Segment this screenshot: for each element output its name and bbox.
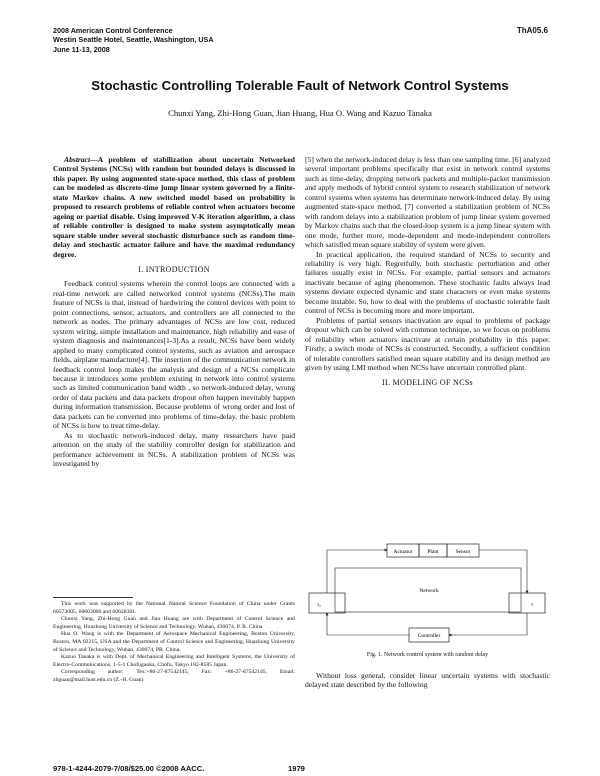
left-delay-label: τₐ — [317, 602, 321, 608]
after-figure-text — [305, 671, 550, 690]
isbn-line: 978-1-4244-2079-7/08/$25.00 ©2008 AACC. — [53, 764, 205, 773]
intro-paragraph: Feedback control systems wherein the control loops are connected with a real-time network are called networked control systems (NCSs).The main feature of NCSs is that, instead of hardwiring the control devices with point to point connections, sensor, actuators, and controllers are all connected to the network as nodes. The primary advantages of NCSs are low cost, reduced system wiring, simple installation and maintenance, high reliability and ease of system diagnosis and maintenances[1-3].As a result, NCSs have been widely applied to many complicated control systems, such as aviation and aerospace fields, airplane manufacture[4]. The insertion of the communication network in feedback control loop makes the analysis and design of a NCSs complicate because it introduces some problem existing in network into control systems such as limited communication band width , so network-induced delay, wrong order of data packets and data packets dropout often happen inevitably happen during information transmission. Because problems of wrong order and lost of data packets can be converted into problems of time-delay, the basic problem of NCSs is how to treat time-delay. — [53, 279, 295, 431]
footnote-rule — [53, 597, 133, 598]
right-delay-to-controller — [449, 613, 527, 635]
controller-to-left-delay — [327, 613, 409, 635]
section-heading-introduction: I. INTRODUCTION — [138, 264, 210, 274]
paper-id: ThA05.6 — [516, 26, 548, 35]
author-list: Chunxi Yang, Zhi-Hong Guan, Jian Huang, Hua O. Wang and Kazuo Tanaka — [168, 108, 432, 118]
network-control-diagram — [305, 540, 550, 650]
conference-header — [53, 26, 214, 54]
network-label: Network — [419, 588, 439, 594]
right-delay-label: τ — [531, 602, 534, 608]
abstract — [53, 155, 295, 259]
section-heading-modeling: II. MODELING OF NCSs — [382, 378, 473, 388]
sensor-to-right-delay — [479, 550, 527, 593]
footnote: Corresponding author: Tex:+86-27-87542145, Fax: +86-27-87542145, Email: zhguan@mail.hust.edu.cn (Z.-H. Guan) — [53, 669, 295, 683]
body-paragraph: Without loss general, consider linear uncertain systems with stochastic delayed state described by the following — [305, 671, 550, 690]
footnotes — [53, 601, 295, 685]
abstract-lead: Abstract — [64, 155, 91, 164]
controller-label: Controller — [417, 633, 441, 639]
right-column — [305, 155, 550, 393]
intro-paragraph: As to stochastic network-induced delay, many researchers have paid attention on the study of the stability controller design for stabilization and performance achievement in NCSs. A stabilization problem of NCSs was investigated by — [53, 430, 295, 469]
body-paragraph: In practical application, the required standard of NCSs to security and reliability is very high. Regretfully, both stochastic perturbation and other failures usually exist in NCSs. For example, partial sensors and actuators inactivate because of aging phenomenon. These stochastic faults always lead systems deviate expected dynamic and state characters or even make systems become instable. So, how to deal with the problems of stochastic tolerable fault control of NCSs is becoming more and more important. — [305, 249, 550, 316]
actuator-label: Actuator — [393, 549, 413, 555]
left-delay-block — [309, 593, 345, 613]
left-column — [53, 155, 295, 469]
left-delay-to-actuator — [327, 550, 387, 593]
page-number: 1979 — [288, 764, 305, 773]
footnote: This work was supported by the National Natural Science Foundation of China under Grants 60573005, 60603006 and 60628301. — [53, 601, 295, 615]
paper-title: Stochastic Controlling Tolerable Fault of Network Control Systems — [91, 78, 509, 93]
body-paragraph: Problems of partial sensors inactivation are equal to problems of package dropout which can be solved with common technique, so we focus on problems of reliability when actuators inactivate at certain probability in this paper. Firstly, a switch mode of NCSs is constructed. Secondly, a sufficient condition of tolerable controllers satisfied mean square stability and its design method are given by using LMI method when NCSs have uncertain controlled plant. — [305, 315, 550, 372]
plant-label: Plant — [427, 549, 439, 555]
body-paragraph: [5] when the network-induced delay is less than one sampling time. [6] analyzed several important problems specifically that exist in network control systems such as time-delay, dropping network packets and multiple-packet transmission and apply methods of hybrid control system to research stabilization of network control systems when systems has determinate network-induced delay. By using augmented state-space method, [7] converted a stabilization problem of NCSs with random delays into a stabilization problem of jump linear system governed by Markov chains such that the closed-loop system is a jump linear system with one mode, further more, mode-dependent and mode-independent controllers which satisfied mean square stability of system were given. — [305, 155, 550, 250]
right-delay-block — [509, 593, 545, 613]
footnote: Chunxi Yang, Zhi-Hong Guan and Jian Huang are with Department of Control Science and Engineering, Huazhong University of Science and Technology, Wuhan, 430074, P. R. China — [53, 616, 295, 630]
conference-name: 2008 American Control Conference — [53, 26, 173, 35]
conference-venue: Westin Seattle Hotel, Seattle, Washington, USA — [53, 35, 214, 45]
abstract-text: —A problem of stabilization about uncertain Networked Control Systems (NCSs) with random but bounded delays is discussed in this paper. By using augmented state-space method, this class of problem can be modeled as discrete-time jump linear system governed by a finite-state Markov chains. A new switched model based on probability is proposed to research problems of reliable control when actuators become ageing or partial disable. Using improved V-K iteration algorithm, a class of reliable controller is designed to make system asymptotically mean square stable under several stochastic disturbance such as random time-delay and stochastic actuator failure and have the maximal redundancy degree. — [53, 155, 295, 259]
figure-caption: Fig. 1. Network control system with random delay — [366, 652, 489, 658]
footnote: Hua O. Wang is with the Department of Aerospace Mechanical Engineering, Boston University, Boston, MA 02215, USA and the Department of Control Science and Engineering, Huazhong University of Science and Technology, Wuhan, 430074, PR. China. — [53, 631, 295, 653]
footnote: Kazuo Tanaka is with Dept. of Mechanical Engineering and Intelligent Systems, the University of Electro-Communications, 1-5-1 Chofugaoka, Chofu, Tokyo 182-8585 Japan. — [53, 654, 295, 668]
sensor-label: Sensor — [455, 549, 471, 555]
conference-dates: June 11-13, 2008 — [53, 44, 110, 54]
